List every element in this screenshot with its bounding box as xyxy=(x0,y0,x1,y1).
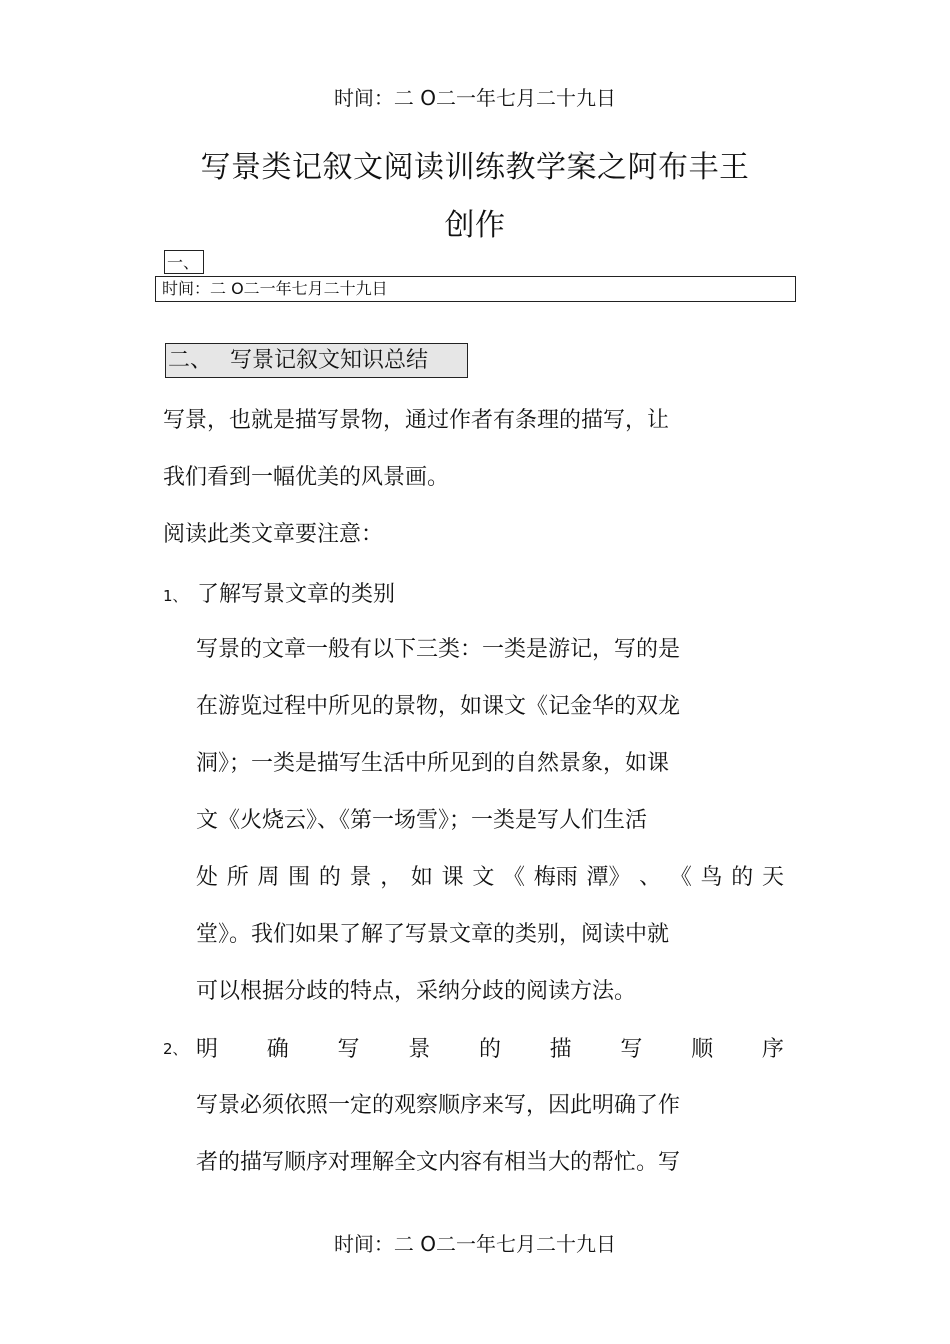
line5-char: 处 xyxy=(196,865,219,890)
notice-line: 阅读此类文章要注意： xyxy=(163,522,384,547)
section2-number: 二、 xyxy=(168,348,213,373)
intro-line-1: 写景，也就是描写景物，通过作者有条理的描写，让 xyxy=(163,408,670,433)
item1-line-6: 堂》。我们如果了解了写景文章的类别，阅读中就 xyxy=(196,922,670,947)
item1-line-1: 写景的文章一般有以下三类：一类是游记，写的是 xyxy=(196,637,681,662)
section2-title: 写景记叙文知识总结 xyxy=(230,348,429,373)
line5-char: 周 xyxy=(257,865,280,890)
item1-line-3: 洞》；一类是描写生活中所见到的自然景象，如课 xyxy=(196,751,670,776)
item2-title-char: 明 xyxy=(196,1037,219,1062)
line5-char: 景 xyxy=(349,865,372,890)
item2-title-char: 序 xyxy=(761,1037,784,1062)
item2-title-char: 景 xyxy=(408,1037,431,1062)
line5-char: 鸟 xyxy=(700,865,723,890)
line5-char: 《 xyxy=(669,865,692,890)
item1-line-7: 可以根据分歧的特点，采纳分歧的阅读方法。 xyxy=(196,979,637,1004)
document-title: 写景类记叙文阅读训练教学案之阿布丰王 xyxy=(200,150,750,185)
item1-number: 1、 xyxy=(163,587,188,605)
line5-char: 、 xyxy=(639,865,662,890)
item1-line-4: 文《火烧云》、《第一场雪》；一类是写人们生活 xyxy=(196,808,648,833)
section1-label-box: 一、 xyxy=(164,250,204,274)
header-date: 时间：二 O二一年七月二十九日 xyxy=(333,86,617,110)
line5-char: ， xyxy=(380,865,403,890)
item2-title-char: 确 xyxy=(266,1037,289,1062)
line5-char: 《 xyxy=(503,865,526,890)
line5-char: 所 xyxy=(226,865,249,890)
item1-title: 了解写景文章的类别 xyxy=(197,582,396,607)
item2-number: 2、 xyxy=(163,1040,188,1058)
line5-char: 的 xyxy=(731,865,754,890)
item2-line-2: 者的描写顺序对理解全文内容有相当大的帮忙。写 xyxy=(196,1150,681,1175)
intro-line-2: 我们看到一幅优美的风景画。 xyxy=(163,465,450,490)
item2-line-1: 写景必须依照一定的观察顺序来写，因此明确了作 xyxy=(196,1093,681,1118)
section1-date-box: 时间：二 O二一年七月二十九日 xyxy=(155,276,796,302)
line5-char: 潭》 xyxy=(586,865,631,890)
line5-char: 的 xyxy=(318,865,341,890)
footer-date: 时间：二 O二一年七月二十九日 xyxy=(333,1232,617,1256)
item2-title xyxy=(196,1032,784,1063)
item2-title-char: 的 xyxy=(478,1037,501,1062)
line5-char: 梅雨 xyxy=(533,865,578,890)
line5-char: 天 xyxy=(761,865,784,890)
document-title-line2: 创作 xyxy=(444,208,506,243)
line5-char: 如 xyxy=(410,865,433,890)
item1-line-5 xyxy=(196,860,784,891)
item1-heading xyxy=(163,577,395,608)
line5-char: 课 xyxy=(441,865,464,890)
section2-heading xyxy=(165,343,468,378)
item1-line-2: 在游览过程中所见的景物，如课文《记金华的双龙 xyxy=(196,694,681,719)
item2-title-char: 顺 xyxy=(691,1037,714,1062)
line5-char: 文 xyxy=(472,865,495,890)
item2-title-char: 写 xyxy=(620,1037,643,1062)
line5-char: 围 xyxy=(288,865,311,890)
item2-title-char: 写 xyxy=(337,1037,360,1062)
item2-title-char: 描 xyxy=(549,1037,572,1062)
